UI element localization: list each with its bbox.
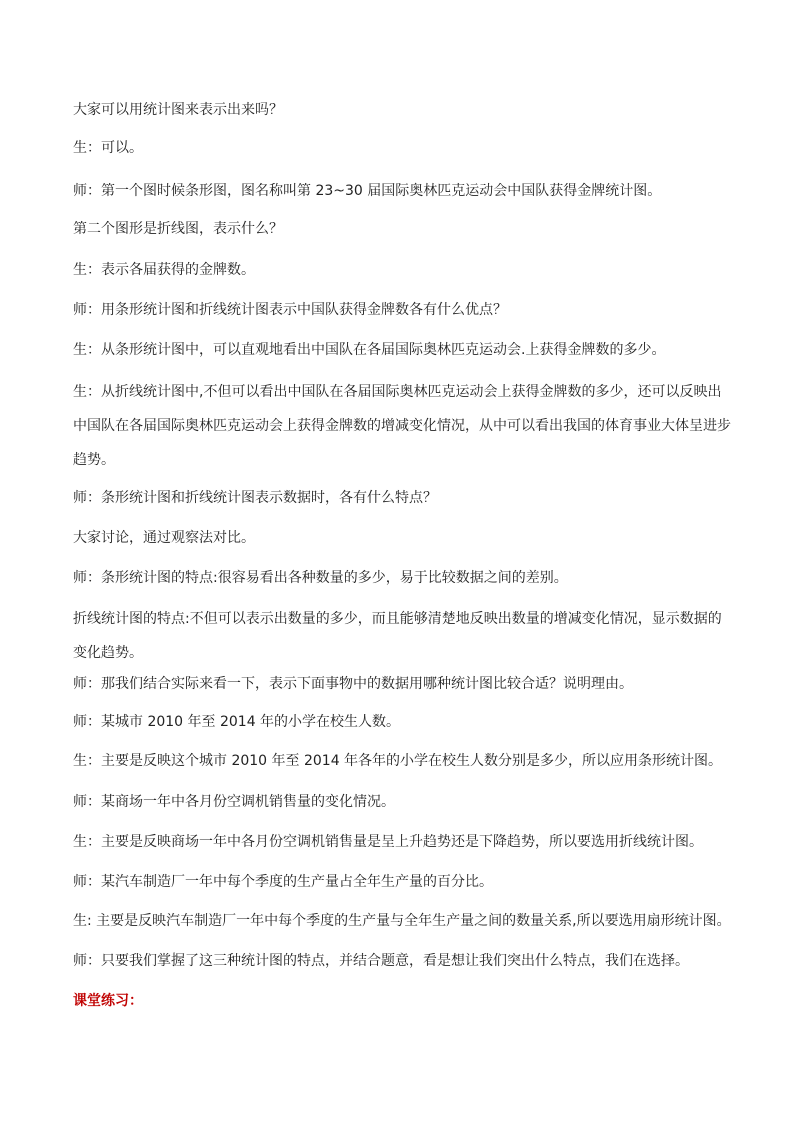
paragraph: 师：条形统计图的特点:很容易看出各种数量的多少，易于比较数据之间的差别。 [73, 570, 568, 586]
paragraph: 生：主要是反映商场一年中各月份空调机销售量是呈上升趋势还是下降趋势，所以要选用折线统计图。 [73, 834, 703, 850]
paragraph: 生：主要是反映这个城市 2010 年至 2014 年各年的小学在校生人数分别是多少，所以应用条形统计图。 [73, 753, 723, 769]
paragraph: 师：条形统计图和折线统计图表示数据时，各有什么特点？ [73, 490, 437, 506]
paragraph: 师：那我们结合实际来看一下，表示下面事物中的数据用哪种统计图比较合适？说明理由。 [73, 676, 633, 692]
paragraph: 生：表示各届获得的金牌数。 [73, 262, 255, 278]
paragraph: 师：某商场一年中各月份空调机销售量的变化情况。 [73, 794, 395, 810]
paragraph: 生: 主要是反映汽车制造厂一年中每个季度的生产量与全年生产量之间的数量关系,所以要选用扇形统计图。 [73, 913, 731, 929]
section-heading: 课堂练习： [73, 993, 143, 1009]
paragraph: 师：只要我们掌握了这三种统计图的特点，并结合题意，看是想让我们突出什么特点，我们在选择。 [73, 953, 689, 969]
paragraph: 大家讨论，通过观察法对比。 [73, 530, 255, 546]
paragraph: 生：可以。 [73, 140, 143, 156]
paragraph: 师：用条形统计图和折线统计图表示中国队获得金牌数各有什么优点？ [73, 302, 507, 318]
paragraph: 师：第一个图时候条形图，图名称叫第 23~30 届国际奥林匹克运动会中国队获得金牌统计图。 [73, 183, 662, 199]
paragraph: 师：某城市 2010 年至 2014 年的小学在校生人数。 [73, 714, 401, 730]
paragraph: 大家可以用统计图来表示出来吗？ [73, 102, 283, 118]
paragraph: 第二个图形是折线图，表示什么？ [73, 221, 283, 237]
paragraph: 折线统计图的特点:不但可以表示出数量的多少，而且能够清楚地反映出数量的增减变化情况，显示数据的变化趋势。 [73, 611, 722, 661]
paragraph: 生：从条形统计图中，可以直观地看出中国队在各届国际奥林匹克运动会.上获得金牌数的多少。 [73, 342, 666, 358]
paragraph: 师：某汽车制造厂一年中每个季度的生产量占全年生产量的百分比。 [73, 874, 493, 890]
paragraph: 生：从折线统计图中,不但可以看出中国队在各届国际奥林匹克运动会上获得金牌数的多少，还可以反映出中国队在各届国际奥林匹克运动会上获得金牌数的增减变化情况，从中可以看出我国的体育事业大体呈进步趋势。 [73, 384, 731, 468]
